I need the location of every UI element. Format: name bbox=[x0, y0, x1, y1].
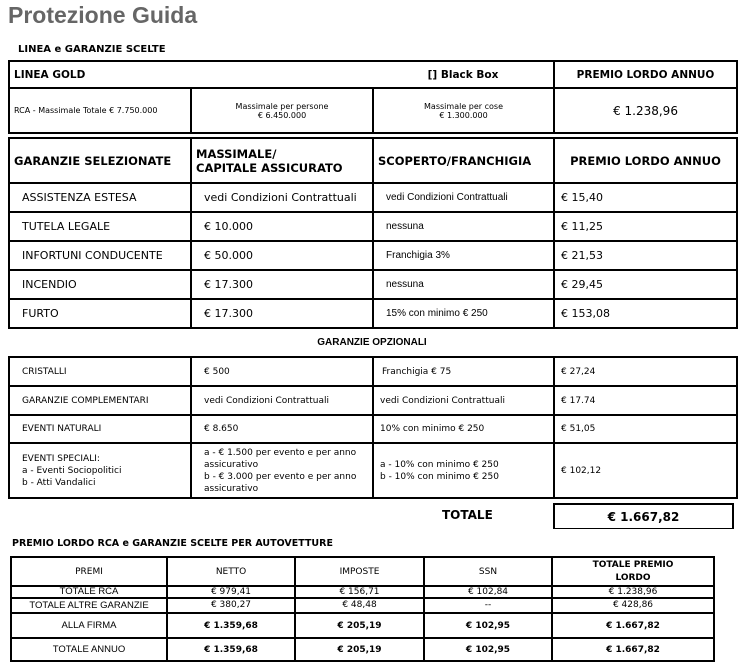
massimale-cose-cell bbox=[373, 88, 554, 133]
header-scoperto: SCOPERTO/FRANCHIGIA bbox=[373, 138, 554, 183]
table-row bbox=[9, 415, 737, 443]
section-heading-linea: LINEA e GARANZIE SCELTE bbox=[18, 44, 166, 55]
garanzia-scoperto: vedi Condizioni Contrattuali bbox=[373, 183, 554, 212]
table-row bbox=[11, 586, 714, 598]
garanzia-massimale: € 17.300 bbox=[191, 299, 373, 328]
section-heading-riepilogo: PREMIO LORDO RCA e GARANZIE SCELTE PER AUTOVETTURE bbox=[12, 538, 333, 549]
garanzia-scoperto: nessuna bbox=[373, 270, 554, 299]
eventi-speciali-premio: € 102,12 bbox=[554, 443, 737, 498]
riepilogo-premi: TOTALE ANNUO bbox=[11, 638, 167, 661]
linea-table bbox=[8, 60, 738, 134]
garanzia-massimale: vedi Condizioni Contrattuali bbox=[191, 183, 373, 212]
massimale-persone-value: € 6.450.000 bbox=[257, 110, 307, 120]
table-row bbox=[9, 212, 737, 241]
garanzia-scoperto: Franchigia 3% bbox=[373, 241, 554, 270]
massimale-persone-label: Massimale per persone bbox=[235, 101, 329, 111]
massimale-persone-cell bbox=[191, 88, 373, 133]
table-row bbox=[11, 598, 714, 613]
opzionale-premio: € 51,05 bbox=[554, 415, 737, 443]
table-row bbox=[9, 357, 737, 386]
garanzia-premio: € 21,53 bbox=[554, 241, 737, 270]
eventi-speciali-title: EVENTI SPECIALI: bbox=[22, 453, 100, 464]
linea-header-row bbox=[9, 61, 737, 88]
garanzia-name: FURTO bbox=[9, 299, 191, 328]
opzionale-massimale: € 8.650 bbox=[191, 415, 373, 443]
eventi-speciali-a: a - Eventi Sociopolitici bbox=[22, 465, 122, 476]
eventi-speciali-scoperto bbox=[373, 443, 554, 498]
header-massimale bbox=[191, 138, 373, 183]
riepilogo-premi: ALLA FIRMA bbox=[11, 613, 167, 638]
garanzie-header-row bbox=[9, 138, 737, 183]
garanzia-massimale: € 10.000 bbox=[191, 212, 373, 241]
riepilogo-ssn: € 102,95 bbox=[424, 613, 552, 638]
header-totale-line1: TOTALE PREMIO bbox=[592, 559, 674, 570]
header-totale-line2: LORDO bbox=[615, 572, 651, 583]
garanzia-premio: € 15,40 bbox=[554, 183, 737, 212]
riepilogo-netto: € 979,41 bbox=[167, 586, 295, 598]
opzionale-premio: € 17.74 bbox=[554, 386, 737, 415]
table-row bbox=[9, 386, 737, 415]
riepilogo-totale: € 1.667,82 bbox=[552, 613, 714, 638]
scoperto-line: b - 10% con minimo € 250 bbox=[380, 471, 499, 482]
table-row bbox=[11, 613, 714, 638]
riepilogo-totale: € 1.238,96 bbox=[552, 586, 714, 598]
riepilogo-imposte: € 48,48 bbox=[295, 598, 424, 613]
garanzia-name: TUTELA LEGALE bbox=[9, 212, 191, 241]
eventi-speciali-name bbox=[9, 443, 191, 498]
rca-row bbox=[9, 88, 737, 133]
opzionale-scoperto: Franchigia € 75 bbox=[373, 357, 554, 386]
scoperto-line: a - 10% con minimo € 250 bbox=[380, 459, 499, 470]
riepilogo-netto: € 380,27 bbox=[167, 598, 295, 613]
riepilogo-premi: TOTALE ALTRE GARANZIE bbox=[11, 598, 167, 613]
riepilogo-totale: € 428,86 bbox=[552, 598, 714, 613]
massimale-cose-label: Massimale per cose bbox=[424, 101, 503, 111]
linea-label: LINEA GOLD bbox=[9, 61, 373, 88]
header-totale-premio bbox=[552, 557, 714, 586]
black-box-checkbox[interactable]: [] Black Box bbox=[373, 61, 554, 88]
garanzia-name: ASSISTENZA ESTESA bbox=[9, 183, 191, 212]
riepilogo-table bbox=[10, 556, 715, 662]
section-heading-opzionali: GARANZIE OPZIONALI bbox=[317, 337, 427, 348]
garanzia-premio: € 29,45 bbox=[554, 270, 737, 299]
riepilogo-imposte: € 156,71 bbox=[295, 586, 424, 598]
header-massimale-line1: MASSIMALE/ bbox=[196, 146, 277, 161]
riepilogo-header-row bbox=[11, 557, 714, 586]
opzionale-premio: € 27,24 bbox=[554, 357, 737, 386]
header-premi: PREMI bbox=[11, 557, 167, 586]
garanzia-name: INFORTUNI CONDUCENTE bbox=[9, 241, 191, 270]
table-row bbox=[11, 638, 714, 661]
premio-header: PREMIO LORDO ANNUO bbox=[554, 61, 737, 88]
garanzia-premio: € 153,08 bbox=[554, 299, 737, 328]
header-imposte: IMPOSTE bbox=[295, 557, 424, 586]
header-netto: NETTO bbox=[167, 557, 295, 586]
opzionale-massimale: € 500 bbox=[191, 357, 373, 386]
table-row bbox=[9, 270, 737, 299]
riepilogo-ssn: € 102,95 bbox=[424, 638, 552, 661]
eventi-speciali-b: b - Atti Vandalici bbox=[22, 477, 96, 488]
page-title: Protezione Guida bbox=[8, 2, 198, 28]
garanzie-opzionali-table bbox=[8, 356, 738, 499]
massimale-line: a - € 1.500 per evento e per anno bbox=[204, 447, 357, 458]
rca-premio: € 1.238,96 bbox=[554, 88, 737, 133]
massimale-line: assicurativo bbox=[204, 483, 259, 494]
garanzia-massimale: € 17.300 bbox=[191, 270, 373, 299]
totale-value: € 1.667,82 bbox=[553, 503, 734, 529]
riepilogo-netto: € 1.359,68 bbox=[167, 638, 295, 661]
table-row-eventi-speciali bbox=[9, 443, 737, 498]
header-ssn: SSN bbox=[424, 557, 552, 586]
header-premio: PREMIO LORDO ANNUO bbox=[554, 138, 737, 183]
header-garanzie: GARANZIE SELEZIONATE bbox=[9, 138, 191, 183]
riepilogo-premi: TOTALE RCA bbox=[11, 586, 167, 598]
riepilogo-ssn: € 102,84 bbox=[424, 586, 552, 598]
garanzia-scoperto: nessuna bbox=[373, 212, 554, 241]
opzionale-name: GARANZIE COMPLEMENTARI bbox=[9, 386, 191, 415]
riepilogo-imposte: € 205,19 bbox=[295, 613, 424, 638]
massimale-line: assicurativo bbox=[204, 459, 259, 470]
header-massimale-line2: CAPITALE ASSICURATO bbox=[196, 160, 343, 175]
massimale-cose-value: € 1.300.000 bbox=[439, 110, 488, 120]
riepilogo-imposte: € 205,19 bbox=[295, 638, 424, 661]
opzionale-name: CRISTALLI bbox=[9, 357, 191, 386]
garanzia-name: INCENDIO bbox=[9, 270, 191, 299]
garanzia-scoperto: 15% con minimo € 250 bbox=[373, 299, 554, 328]
opzionale-massimale: vedi Condizioni Contrattuali bbox=[191, 386, 373, 415]
garanzie-selezionate-table bbox=[8, 137, 738, 329]
opzionale-scoperto: 10% con minimo € 250 bbox=[373, 415, 554, 443]
massimale-line: b - € 3.000 per evento e per anno bbox=[204, 471, 357, 482]
rca-massimale-totale: RCA - Massimale Totale € 7.750.000 bbox=[9, 88, 191, 133]
eventi-speciali-massimale bbox=[191, 443, 373, 498]
table-row bbox=[9, 299, 737, 328]
opzionale-scoperto: vedi Condizioni Contrattuali bbox=[373, 386, 554, 415]
riepilogo-ssn: -- bbox=[424, 598, 552, 613]
garanzia-premio: € 11,25 bbox=[554, 212, 737, 241]
riepilogo-totale: € 1.667,82 bbox=[552, 638, 714, 661]
table-row bbox=[9, 183, 737, 212]
table-row bbox=[9, 241, 737, 270]
garanzia-massimale: € 50.000 bbox=[191, 241, 373, 270]
totale-label: TOTALE bbox=[442, 508, 493, 522]
riepilogo-netto: € 1.359,68 bbox=[167, 613, 295, 638]
opzionale-name: EVENTI NATURALI bbox=[9, 415, 191, 443]
